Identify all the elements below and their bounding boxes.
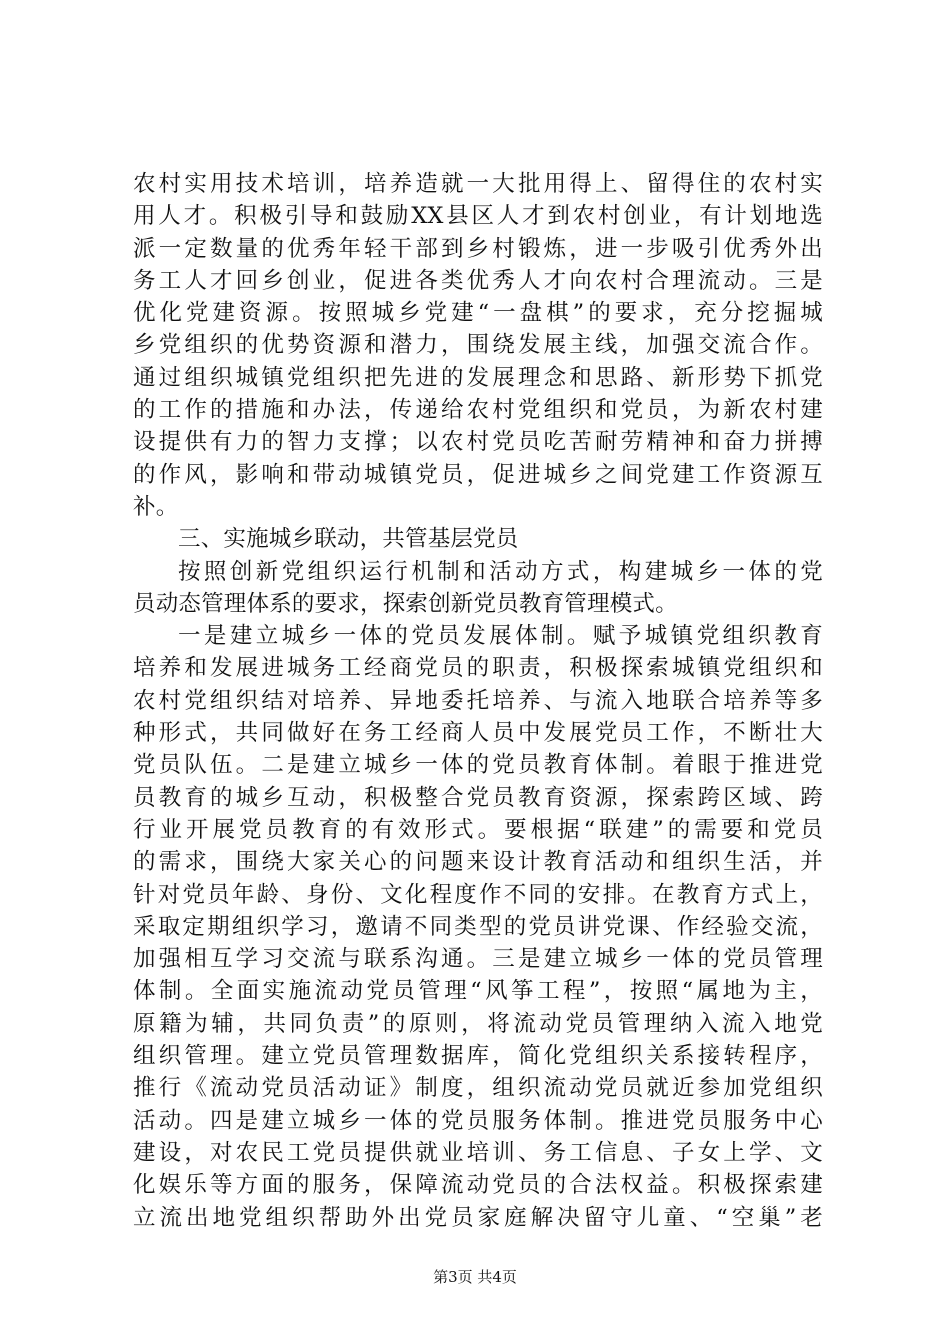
text-line: 农村实用技术培训，培养造就一大批用得上、留得住的农村实 (133, 171, 823, 197)
text-line: 补。 (133, 493, 179, 520)
text-line: 体制。全面实施流动党员管理“风筝工程”，按照“属地为主， (133, 978, 823, 1005)
text-line: 通过组织城镇党组织把先进的发展理念和思路、新形势下抓党 (133, 364, 823, 391)
text-line: 的作风，影响和带动城镇党员，促进城乡之间党建工作资源互 (133, 461, 823, 488)
text-line: 务工人才回乡创业，促进各类优秀人才向农村合理流动。三是 (133, 267, 823, 294)
text-line: 行业开展党员教育的有效形式。要根据“联建”的需要和党员 (133, 816, 823, 843)
text-line: 的工作的措施和办法，传递给农村党组织和党员，为新农村建 (133, 397, 823, 424)
text-line: 按照创新党组织运行机制和活动方式，构建城乡一体的党 (178, 558, 823, 585)
text-line: 优化党建资源。按照城乡党建“一盘棋”的要求，充分挖掘城 (133, 300, 823, 327)
document-body (133, 168, 823, 1234)
text-line: 组织管理。建立党员管理数据库，简化党组织关系接转程序， (133, 1043, 823, 1070)
text-line: 加强相互学习交流与联系沟通。三是建立城乡一体的党员管理 (133, 946, 823, 973)
text-line: 派一定数量的优秀年轻干部到乡村锻炼，进一步吸引优秀外出 (133, 235, 823, 262)
text-line: 推行《流动党员活动证》制度，组织流动党员就近参加党组织 (133, 1075, 823, 1102)
text-line: 培养和发展进城务工经商党员的职责，积极探索城镇党组织和 (133, 655, 823, 682)
text-line: 党员队伍。二是建立城乡一体的党员教育体制。着眼于推进党 (133, 752, 823, 779)
text-line: 针对党员年龄、身份、文化程度作不同的安排。在教育方式上， (133, 881, 823, 908)
text-line: 原籍为辅，共同负责”的原则，将流动党员管理纳入流入地党 (133, 1010, 823, 1037)
text-line: 的需求，围绕大家关心的问题来设计教育活动和组织生活，并 (133, 849, 823, 876)
text-line: 采取定期组织学习，邀请不同类型的党员讲党课、作经验交流， (133, 913, 823, 940)
page-footer: 第3页 共4页 (433, 1268, 517, 1286)
text-line: 化娱乐等方面的服务，保障流动党员的合法权益。积极探索建 (133, 1172, 823, 1199)
text-line: 种形式，共同做好在务工经商人员中发展党员工作，不断壮大 (133, 720, 823, 747)
text-line: 建设，对农民工党员提供就业培训、务工信息、子女上学、文 (133, 1139, 823, 1166)
text-line: 活动。四是建立城乡一体的党员服务体制。推进党员服务中心 (133, 1107, 823, 1134)
text-line: 用人才。积极引导和鼓励XX县区人才到农村创业，有计划地选 (133, 203, 823, 230)
text-line: 员动态管理体系的要求，探索创新党员教育管理模式。 (133, 590, 678, 617)
text-line: 员教育的城乡互动，积极整合党员教育资源，探索跨区域、跨 (133, 784, 823, 811)
text-line: 立流出地党组织帮助外出党员家庭解决留守儿童、“空巢”老 (133, 1204, 823, 1231)
text-line: 乡党组织的优势资源和潜力，围绕发展主线，加强交流合作。 (133, 332, 823, 359)
text-line: 一是建立城乡一体的党员发展体制。赋予城镇党组织教育 (178, 623, 823, 650)
text-line: 设提供有力的智力支撑；以农村党员吃苦耐劳精神和奋力拼搏 (133, 429, 823, 456)
text-line: 农村党组织结对培养、异地委托培养、与流入地联合培养等多 (133, 687, 823, 714)
section-heading: 三、实施城乡联动，共管基层党员 (178, 526, 519, 553)
